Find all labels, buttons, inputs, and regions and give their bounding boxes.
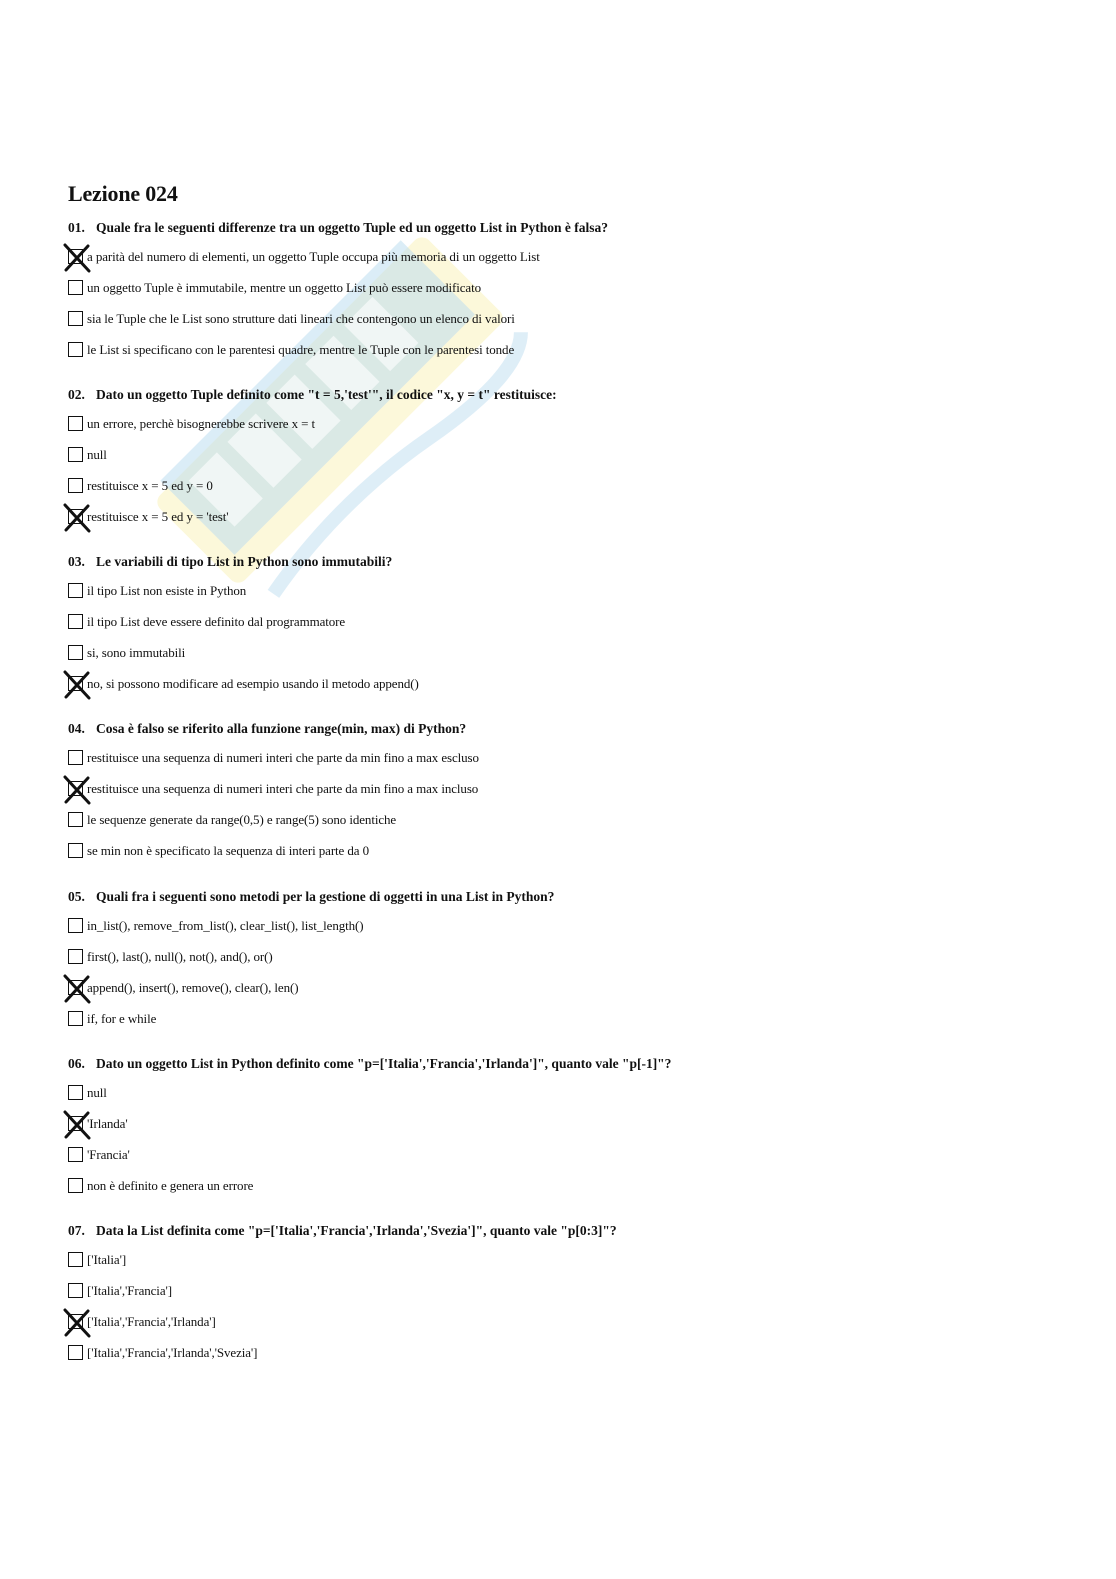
lesson-title: Lezione 024 (68, 181, 178, 206)
answer-option[interactable] (68, 1344, 1068, 1375)
answer-option[interactable] (68, 979, 1068, 1010)
answer-option[interactable] (68, 749, 1068, 780)
answer-option-label: ['Italia','Francia','Irlanda'] (87, 1314, 216, 1329)
question-label: Le variabili di tipo List in Python sono immutabili? (96, 554, 393, 569)
answer-option[interactable] (68, 842, 1068, 873)
answer-option-label: il tipo List non esiste in Python (87, 583, 247, 598)
answer-options (68, 1251, 1068, 1375)
question-3 (68, 553, 1068, 706)
question-label: Dato un oggetto Tuple definito come "t = 5,'test'", il codice "x, y = t" restituisce: (96, 387, 557, 402)
answer-option-label: restituisce una sequenza di numeri interi che parte da min fino a max incluso (87, 781, 479, 796)
answer-option-label: le List si specificano con le parentesi quadre, mentre le Tuple con le parentesi tonde (87, 342, 515, 357)
answer-option-label: first(), last(), null(), not(), and(), or() (87, 949, 273, 964)
cross-mark-icon (63, 975, 91, 1003)
checkbox[interactable] (68, 342, 83, 357)
checkbox[interactable] (68, 1085, 83, 1100)
question-label: Cosa è falso se riferito alla funzione range(min, max) di Python? (96, 721, 467, 736)
answer-options (68, 1084, 1068, 1208)
answer-option-label: il tipo List deve essere definito dal programmatore (87, 614, 346, 629)
answer-option[interactable] (68, 1313, 1068, 1344)
question-1 (68, 219, 1068, 372)
answer-option-label: restituisce x = 5 ed y = 'test' (87, 509, 229, 524)
answer-option[interactable] (68, 1010, 1068, 1041)
answer-option[interactable] (68, 415, 1068, 446)
answer-option-label: in_list(), remove_from_list(), clear_list(), list_length() (87, 918, 364, 933)
question-2 (68, 386, 1068, 539)
answer-option[interactable] (68, 508, 1068, 539)
answer-option[interactable] (68, 1084, 1068, 1115)
answer-option[interactable] (68, 644, 1068, 675)
answer-option[interactable] (68, 1146, 1068, 1177)
answer-option[interactable] (68, 917, 1068, 948)
answer-option-label: se min non è specificato la sequenza di interi parte da 0 (87, 843, 369, 858)
answer-option-label: append(), insert(), remove(), clear(), len() (87, 980, 299, 995)
checkbox-checked[interactable] (68, 1314, 83, 1329)
checkbox[interactable] (68, 311, 83, 326)
answer-option-label: le sequenze generate da range(0,5) e range(5) sono identiche (87, 812, 397, 827)
checkbox[interactable] (68, 614, 83, 629)
answer-option-label: ['Italia','Francia'] (87, 1283, 172, 1298)
answer-option-label: null (87, 1085, 107, 1100)
answer-option[interactable] (68, 446, 1068, 477)
checkbox[interactable] (68, 478, 83, 493)
checkbox-checked[interactable] (68, 249, 83, 264)
answer-option[interactable] (68, 1115, 1068, 1146)
checkbox[interactable] (68, 583, 83, 598)
answer-option-label: 'Francia' (87, 1147, 130, 1162)
question-5 (68, 888, 1068, 1041)
checkbox[interactable] (68, 1283, 83, 1298)
question-text (68, 720, 1068, 738)
answer-option-label: restituisce x = 5 ed y = 0 (87, 478, 213, 493)
checkbox[interactable] (68, 843, 83, 858)
cross-mark-icon (63, 244, 91, 272)
answer-option[interactable] (68, 1177, 1068, 1208)
answer-option[interactable] (68, 582, 1068, 613)
answer-option-label: no, si possono modificare ad esempio usando il metodo append() (87, 676, 419, 691)
checkbox[interactable] (68, 949, 83, 964)
answer-options (68, 415, 1068, 539)
checkbox[interactable] (68, 416, 83, 431)
question-number: 01. (68, 220, 85, 235)
answer-option[interactable] (68, 613, 1068, 644)
answer-options (68, 917, 1068, 1041)
question-number: 04. (68, 721, 85, 736)
answer-option[interactable] (68, 477, 1068, 508)
question-text (68, 1222, 1068, 1240)
answer-option-label: ['Italia','Francia','Irlanda','Svezia'] (87, 1345, 258, 1360)
answer-option-label: non è definito e genera un errore (87, 1178, 254, 1193)
question-4 (68, 720, 1068, 873)
checkbox[interactable] (68, 1252, 83, 1267)
checkbox[interactable] (68, 812, 83, 827)
question-text (68, 219, 1068, 237)
answer-option-label: sia le Tuple che le List sono strutture dati lineari che contengono un elenco di valori (87, 311, 515, 326)
checkbox-checked[interactable] (68, 980, 83, 995)
answer-option-label: si, sono immutabili (87, 645, 186, 660)
answer-option[interactable] (68, 1251, 1068, 1282)
answer-option-label: 'Irlanda' (87, 1116, 128, 1131)
cross-mark-icon (63, 1111, 91, 1139)
answer-option-label: a parità del numero di elementi, un oggetto Tuple occupa più memoria di un oggetto List (87, 249, 540, 264)
checkbox-checked[interactable] (68, 781, 83, 796)
question-label: Quale fra le seguenti differenze tra un oggetto Tuple ed un oggetto List in Python è falsa? (96, 220, 608, 235)
checkbox[interactable] (68, 1178, 83, 1193)
question-number: 03. (68, 554, 85, 569)
answer-option[interactable] (68, 780, 1068, 811)
cross-mark-icon (63, 671, 91, 699)
answer-option[interactable] (68, 341, 1068, 372)
question-label: Dato un oggetto List in Python definito come "p=['Italia','Francia','Irlanda']", quanto vale "p[-1]"? (96, 1056, 672, 1071)
answer-option[interactable] (68, 675, 1068, 706)
question-number: 06. (68, 1056, 85, 1071)
answer-option-label: restituisce una sequenza di numeri interi che parte da min fino a max escluso (87, 750, 479, 765)
answer-option-label: ['Italia'] (87, 1252, 127, 1267)
cross-mark-icon (63, 504, 91, 532)
question-text (68, 553, 1068, 571)
answer-option[interactable] (68, 811, 1068, 842)
checkbox[interactable] (68, 750, 83, 765)
answer-option-label: if, for e while (87, 1011, 157, 1026)
answer-options (68, 749, 1068, 873)
answer-option[interactable] (68, 1282, 1068, 1313)
checkbox[interactable] (68, 1011, 83, 1026)
question-number: 02. (68, 387, 85, 402)
cross-mark-icon (63, 776, 91, 804)
answer-option[interactable] (68, 948, 1068, 979)
checkbox[interactable] (68, 645, 83, 660)
answer-option[interactable] (68, 248, 1068, 279)
answer-options (68, 582, 1068, 706)
checkbox-checked[interactable] (68, 1116, 83, 1131)
answer-option[interactable] (68, 279, 1068, 310)
answer-options (68, 248, 1068, 372)
checkbox[interactable] (68, 447, 83, 462)
answer-option[interactable] (68, 310, 1068, 341)
answer-option-label: un errore, perchè bisognerebbe scrivere x = t (87, 416, 316, 431)
question-7 (68, 1222, 1068, 1375)
answer-option-label: un oggetto Tuple è immutabile, mentre un oggetto List può essere modificato (87, 280, 481, 295)
checkbox[interactable] (68, 280, 83, 295)
question-number: 05. (68, 889, 85, 904)
checkbox[interactable] (68, 918, 83, 933)
question-label: Data la List definita come "p=['Italia','Francia','Irlanda','Svezia']", quanto vale "p[0:3]"? (96, 1223, 617, 1238)
checkbox[interactable] (68, 1345, 83, 1360)
checkbox[interactable] (68, 1147, 83, 1162)
checkbox-checked[interactable] (68, 676, 83, 691)
checkbox-checked[interactable] (68, 509, 83, 524)
question-text (68, 1055, 1068, 1073)
question-number: 07. (68, 1223, 85, 1238)
question-text (68, 386, 1068, 404)
question-label: Quali fra i seguenti sono metodi per la gestione di oggetti in una List in Python? (96, 889, 555, 904)
answer-option-label: null (87, 447, 107, 462)
question-text (68, 888, 1068, 906)
cross-mark-icon (63, 1309, 91, 1337)
question-6 (68, 1055, 1068, 1208)
